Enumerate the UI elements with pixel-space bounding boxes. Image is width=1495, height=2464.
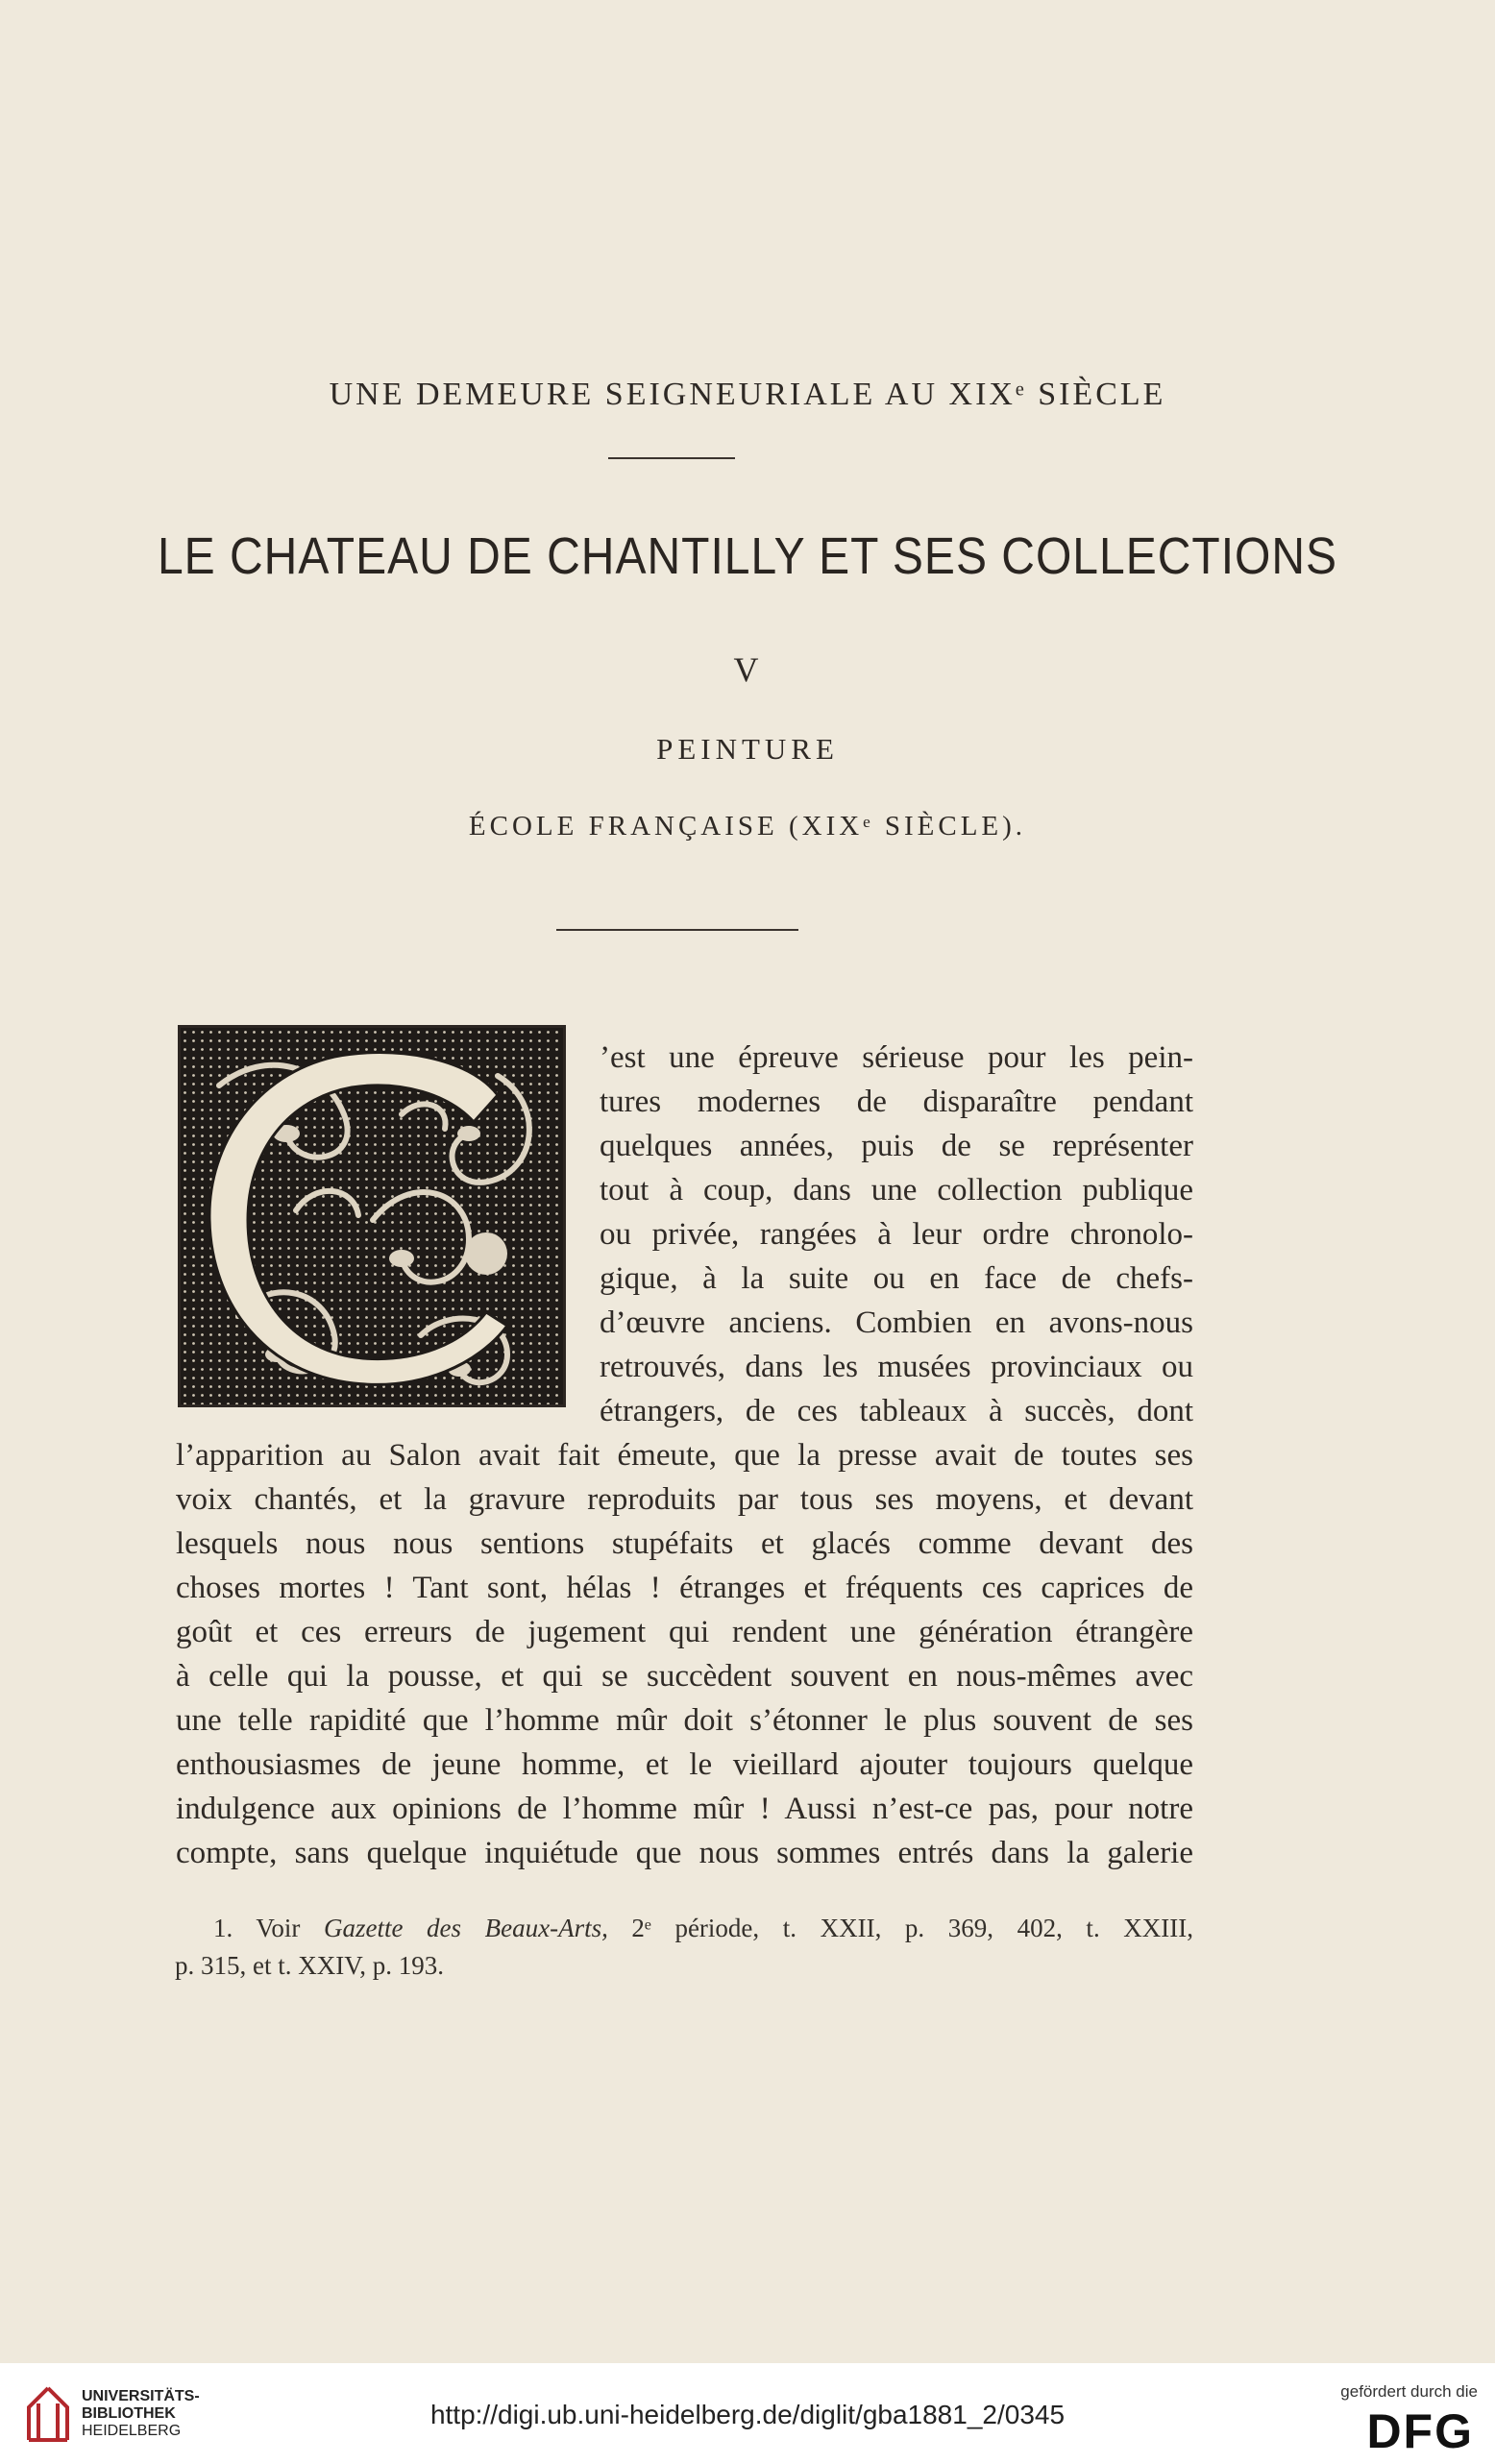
body-line: tout à coup, dans une collection publique	[600, 1173, 1193, 1208]
body-line: lesquels nous nous sentions stupéfaits et glacés comme devant des	[176, 1526, 1193, 1561]
footer-bar	[0, 2363, 1495, 2464]
footnote-suffix: 2ᵉ période, t. XXII, p. 369, 402, t. XXIII,	[607, 1914, 1194, 1942]
footnote-line-2: p. 315, et t. XXIV, p. 193.	[175, 1951, 444, 1980]
footnote	[175, 1910, 1194, 1985]
body-line: l’apparition au Salon avait fait émeute, que la presse avait de toutes ses	[176, 1438, 1193, 1473]
body-line: indulgence aux opinions de l’homme mûr ! Aussi n’est-ce pas, pour notre	[176, 1792, 1193, 1826]
page-url-link[interactable]: http://digi.ub.uni-heidelberg.de/diglit/gba1881_2/0345	[429, 2400, 1066, 2429]
body-line: enthousiasmes de jeune homme, et le vieillard ajouter toujours quelque	[176, 1747, 1193, 1782]
body-line: gique, à la suite ou en face de chefs-	[600, 1261, 1193, 1296]
body-line: tures modernes de disparaître pendant	[600, 1085, 1193, 1119]
body-line: à celle qui la pousse, et qui se succèdent souvent en nous-mêmes avec	[176, 1659, 1193, 1694]
library-name-line: UNIVERSITÄTS-	[82, 2388, 200, 2404]
subsection-heading: ÉCOLE FRANÇAISE (XIXᵉ SIÈCLE).	[468, 811, 1027, 842]
ornament-graphic	[181, 1028, 563, 1404]
body-line: compte, sans quelque inquiétude que nous sommes entrés dans la galerie	[176, 1836, 1193, 1870]
footnote-prefix: 1. Voir	[213, 1914, 324, 1942]
footnote-journal: Gazette des Beaux-Arts,	[323, 1914, 608, 1942]
rule-medium	[556, 929, 798, 931]
part-number: V	[733, 650, 762, 689]
body-line: voix chantés, et la gravure reproduits par tous ses moyens, et devant	[176, 1482, 1193, 1517]
section-heading: PEINTURE	[656, 732, 839, 766]
running-subtitle: UNE DEMEURE SEIGNEURIALE AU XIXᵉ SIÈCLE	[329, 377, 1166, 412]
library-name-line: HEIDELBERG	[82, 2423, 182, 2439]
dfg-logo: DFG	[1366, 2404, 1474, 2458]
paragraph-continuation	[176, 1433, 1193, 1875]
library-name-line: BIBLIOTHEK	[82, 2405, 176, 2422]
rule-short	[608, 457, 735, 459]
paragraph-opening	[600, 1036, 1193, 1433]
footnote-line-1	[213, 1910, 1193, 1947]
body-line: goût et ces erreurs de jugement qui rendent une génération étrangère	[176, 1615, 1193, 1649]
body-line: étrangers, de ces tableaux à succès, dont	[600, 1394, 1193, 1428]
body-line: ou privée, rangées à leur ordre chronolo-	[600, 1217, 1193, 1252]
body-line: retrouvés, dans les musées provinciaux ou	[600, 1350, 1193, 1384]
article-title: LE CHATEAU DE CHANTILLY ET SES COLLECTIONS	[157, 527, 1338, 586]
body-line: d’œuvre anciens. Combien en avons-nous	[600, 1305, 1193, 1340]
ornamental-initial-c-icon	[178, 1025, 566, 1407]
funding-note: gefördert durch die	[1340, 2382, 1478, 2401]
body-line: une telle rapidité que l’homme mûr doit s’étonner le plus souvent de ses	[176, 1703, 1193, 1738]
body-line: ’est une épreuve sérieuse pour les pein-	[600, 1040, 1193, 1075]
body-line: choses mortes ! Tant sont, hélas ! étranges et fréquents ces caprices de	[176, 1571, 1193, 1605]
body-line: quelques années, puis de se représenter	[600, 1129, 1193, 1163]
